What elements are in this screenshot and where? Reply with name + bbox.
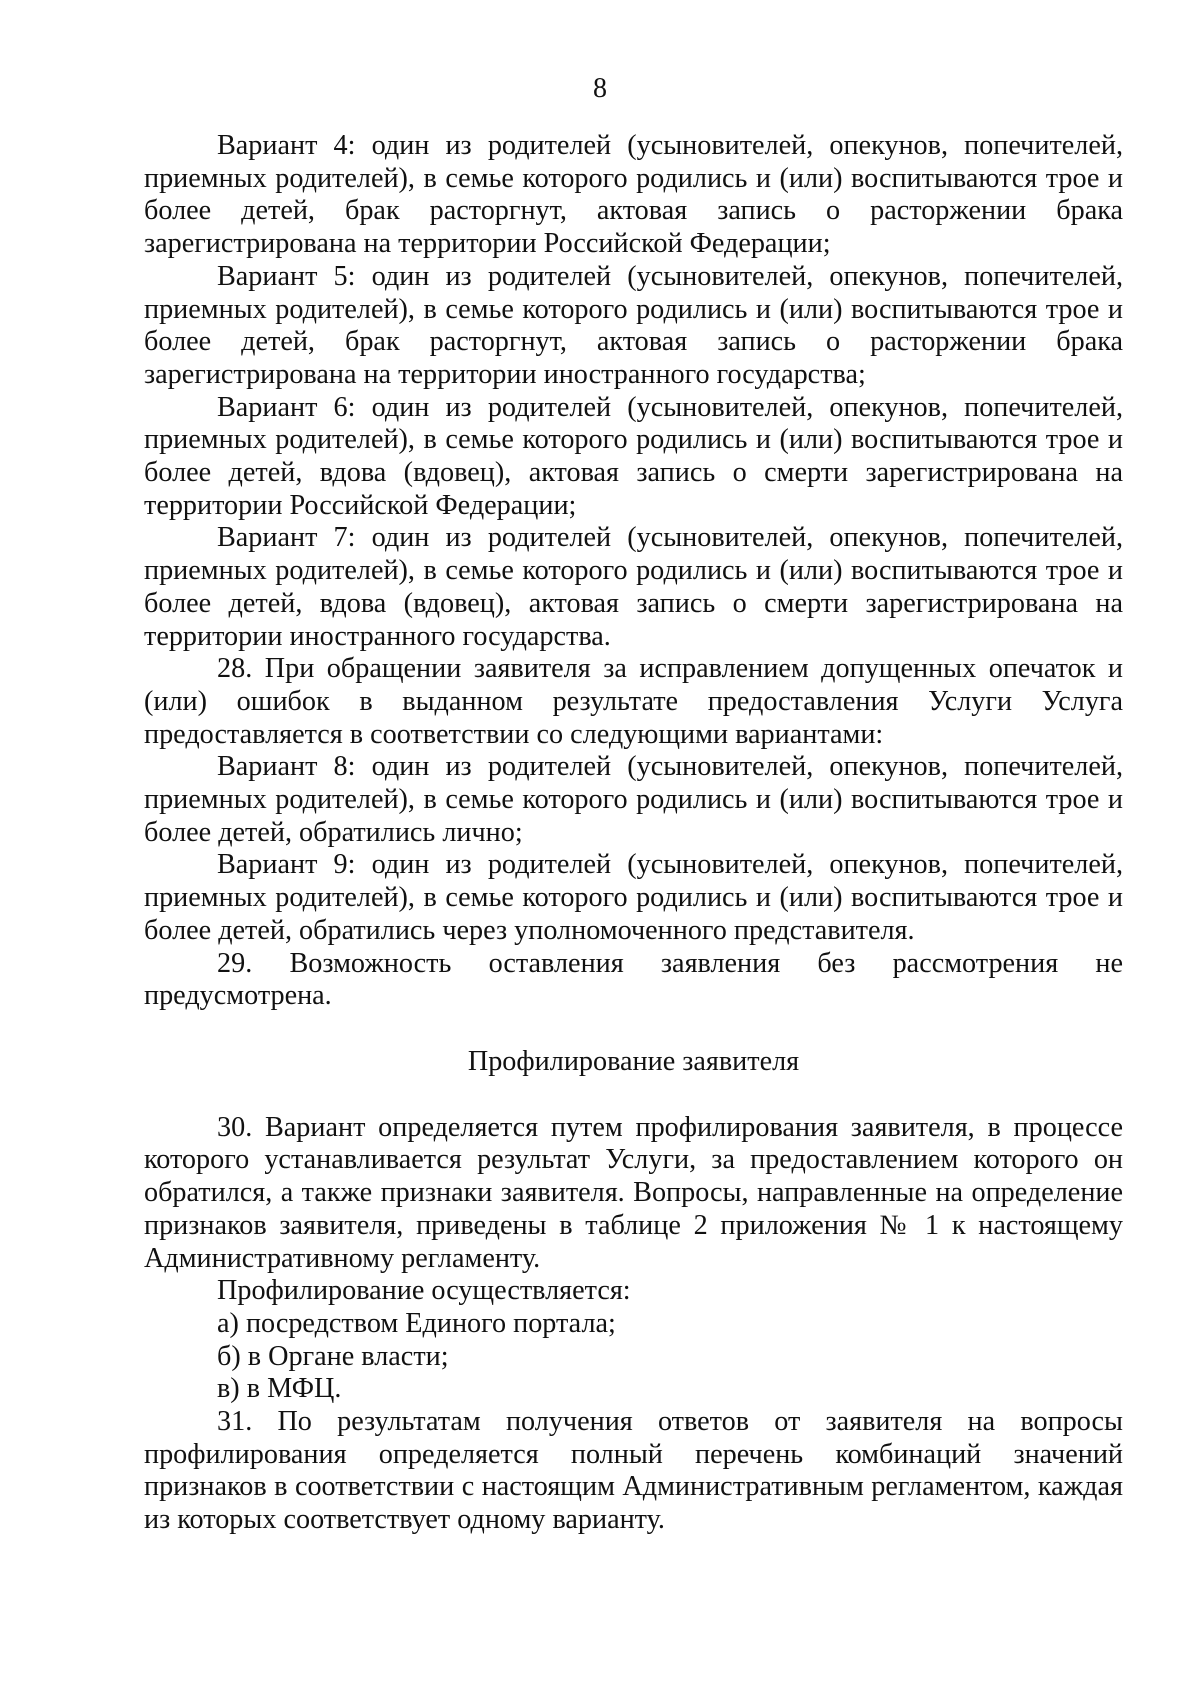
spacer [144, 1013, 1123, 1046]
page-number: 8 [593, 73, 607, 104]
paragraph-item-30: 30. Вариант определяется путем профилирования заявителя, в процессе которого устанавливается результат Услуги, за предоставлением которого он обратился, а также признаки заявителя. Вопросы, направленные на определение признаков заявителя, приведены в таблице 2 приложения № 1 к настоящему Административному регламенту. [144, 1111, 1123, 1274]
paragraph-profiling-intro: Профилирование осуществляется: [217, 1275, 631, 1307]
document-body [144, 130, 1123, 1537]
section-heading: Профилирование заявителя [467, 1045, 800, 1077]
paragraph-item-29: 29. Возможность оставления заявления без рассмотрения не предусмотрена. [144, 947, 1123, 1012]
paragraph-variant-8: Вариант 8: один из родителей (усыновителей, опекунов, попечителей, приемных родителей), в семье которого родились и (или) воспитываются трое и более детей, обратились лично; [144, 751, 1123, 848]
list-item-a: а) посредством Единого портала; [217, 1307, 616, 1339]
paragraph-item-28: 28. При обращении заявителя за исправлением допущенных опечаток и (или) ошибок в выданном результате предоставления Услуги Услуга предоставляется в соответствии со следующими вариантами: [144, 653, 1123, 750]
paragraph-variant-6: Вариант 6: один из родителей (усыновителей, опекунов, попечителей, приемных родителей), в семье которого родились и (или) воспитываются трое и более детей, вдова (вдовец), актовая запись о смерти зарегистрирована на территории Российской Федерации; [144, 391, 1123, 521]
paragraph-variant-7: Вариант 7: один из родителей (усыновителей, опекунов, попечителей, приемных родителей), в семье которого родились и (или) воспитываются трое и более детей, вдова (вдовец), актовая запись о смерти зарегистрирована на территории иностранного государства. [144, 522, 1123, 652]
list-item-c: в) в МФЦ. [217, 1373, 342, 1405]
spacer [144, 1079, 1123, 1112]
paragraph-item-31: 31. По результатам получения ответов от заявителя на вопросы профилирования определяется полный перечень комбинаций значений признаков в соответствии с настоящим Административным регламентом, каждая из которых соответствует одному варианту. [144, 1406, 1123, 1536]
paragraph-variant-4: Вариант 4: один из родителей (усыновителей, опекунов, попечителей, приемных родителей), в семье которого родились и (или) воспитываются трое и более детей, брак расторгнут, актовая запись о расторжении брака зарегистрирована на территории Российской Федерации; [144, 130, 1123, 260]
paragraph-variant-9: Вариант 9: один из родителей (усыновителей, опекунов, попечителей, приемных родителей), в семье которого родились и (или) воспитываются трое и более детей, обратились через уполномоченного представителя. [144, 849, 1123, 946]
paragraph-variant-5: Вариант 5: один из родителей (усыновителей, опекунов, попечителей, приемных родителей), в семье которого родились и (или) воспитываются трое и более детей, брак расторгнут, актовая запись о расторжении брака зарегистрирована на территории иностранного государства; [144, 260, 1123, 390]
list-item-b: б) в Органе власти; [217, 1340, 449, 1372]
